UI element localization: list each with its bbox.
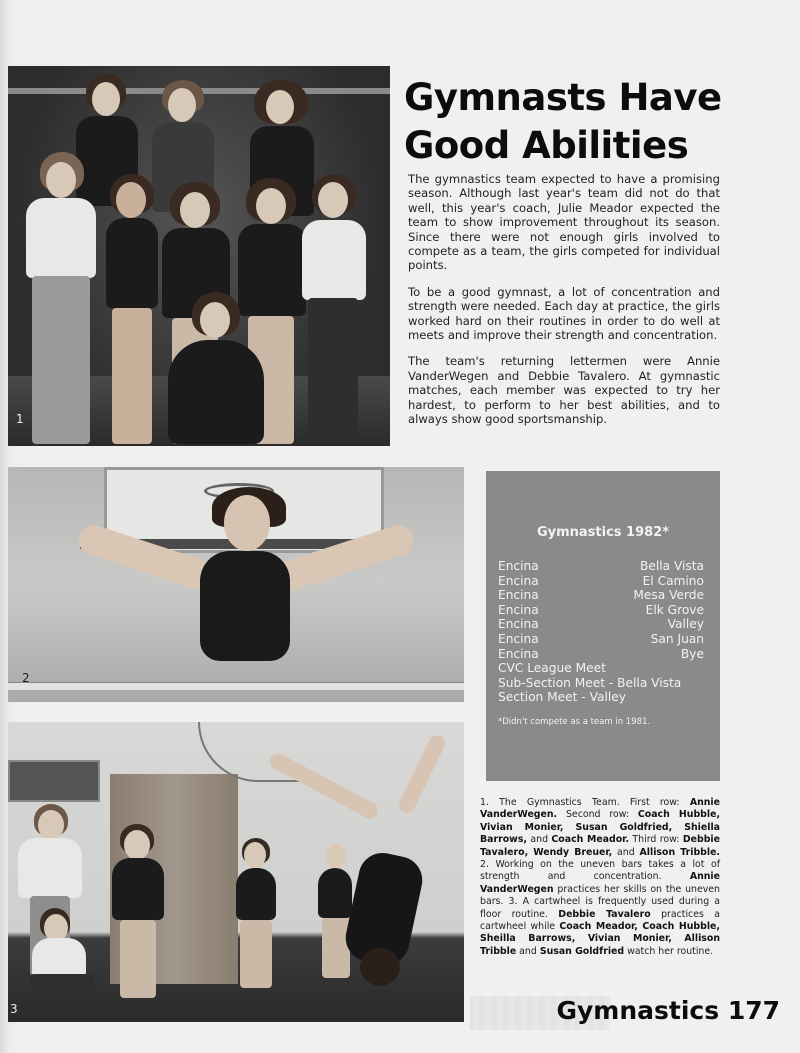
article-body (408, 172, 720, 439)
meet-item: CVC League Meet (498, 661, 606, 676)
caption-name: Susan Goldfried (539, 945, 625, 957)
coach (298, 174, 370, 444)
schedule-row (498, 603, 704, 618)
caption-name: Coach Meador, Coach Hubble, Sheilla Barrows, Vivian Monier, Allison Tribble (480, 921, 720, 957)
folio-section: Gymnastics (556, 996, 720, 1025)
team-photo (8, 66, 390, 446)
page-number: 177 (727, 996, 780, 1025)
schedule-note: *Didn't compete as a team in 1981. (498, 717, 651, 727)
opponent: San Juan (650, 631, 704, 646)
caption-text: practices a cartwheel while (480, 908, 720, 933)
home-team: Encina (498, 631, 539, 646)
gymnast-head (360, 948, 400, 986)
caption-text: 1. The Gymnastics Team. First row: (480, 797, 690, 808)
uneven-bars-photo (8, 467, 464, 702)
paragraph: The gymnastics team expected to have a promising season. Although last year's team did not do that well, this year's coach, Julie Meador expected the team to show improvement throughout its season. Since there were not enough girls involved to compete as a team, the girls competed for individual points. (408, 172, 720, 273)
team-member (158, 292, 268, 446)
caption-name: Debbie Tavalero, Wendy Breuer, (480, 834, 720, 858)
coach (20, 152, 102, 444)
schedule-box (486, 471, 720, 781)
opponent: El Camino (642, 573, 704, 588)
home-team: Encina (498, 646, 539, 661)
meet-item: Sub-Section Meet - Bella Vista (498, 675, 682, 690)
opponent: Mesa Verde (633, 588, 704, 603)
title-line-2: Good Abilities (404, 124, 689, 167)
caption-text: and (516, 945, 540, 957)
meet-item: Section Meet - Valley (498, 690, 626, 705)
team-member (102, 174, 162, 444)
opponent: Bella Vista (639, 559, 704, 573)
schedule-row (498, 647, 704, 662)
caption-name: Annie VanderWegen. (480, 797, 720, 821)
page-title (404, 74, 784, 170)
photo-number: 2 (22, 671, 30, 685)
window (8, 760, 100, 802)
schedule-list (498, 559, 704, 705)
paragraph: The team's returning lettermen were Annie VanderWegen and Debbie Tavalero. At gymnastic matches, each member was expected to try her hardest, to perform to her best abilities, and to always show good sportsmanship. (408, 354, 720, 427)
title-line-1: Gymnasts Have (404, 76, 722, 119)
caption-name: Coach Meador. (551, 834, 630, 846)
cartwheel-photo (8, 722, 464, 1022)
photo-captions (480, 797, 720, 958)
opponent: Valley (667, 617, 704, 632)
schedule-title: Gymnastics 1982* (536, 525, 670, 540)
caption-text: and (612, 846, 640, 858)
page-folio (530, 996, 780, 1025)
team-member (314, 840, 356, 980)
caption-name: Allison Tribble. (639, 846, 720, 858)
gymnast (200, 551, 290, 661)
schedule-row (498, 632, 704, 647)
caption-text: and (526, 834, 552, 846)
opponent: Bye (680, 646, 704, 661)
caption-text: Second row: (557, 809, 638, 821)
caption-name: Annie VanderWegen (480, 871, 720, 895)
paragraph: To be a good gymnast, a lot of concentration and strength were needed. Each day at practice, the girls worked hard on their routines in order to do well at meets and improve their strength and concentration. (408, 284, 720, 343)
schedule-row (498, 617, 704, 632)
photo-number: 1 (16, 412, 24, 426)
schedule-row (498, 559, 704, 574)
caption-text: practices her skills on the uneven bars. 3. A cartwheel is frequently used during a floor routine. (480, 883, 720, 920)
team-member (232, 838, 280, 990)
photo-number: 3 (10, 1002, 18, 1016)
gymnast-leg (396, 733, 447, 816)
caption-text: watch her routine. (624, 945, 714, 957)
home-team: Encina (498, 588, 539, 603)
lower-bar (8, 682, 464, 690)
home-team: Encina (498, 559, 539, 573)
gymnast-head (224, 495, 270, 551)
caption-text: Third row: (629, 834, 683, 846)
schedule-row (498, 588, 704, 603)
caption-name: Debbie Tavalero (558, 908, 651, 920)
caption-name: Coach Hubble, Vivian Monier, Susan Goldfried, Shiella Barrows, (480, 809, 721, 846)
home-team: Encina (498, 617, 539, 632)
home-team: Encina (498, 573, 539, 588)
home-team: Encina (498, 602, 539, 617)
caption-text: 2. Working on the uneven bars takes a lot of strength and concentration. (480, 859, 720, 883)
schedule-row (498, 574, 704, 589)
coach (26, 908, 96, 1008)
opponent: Elk Grove (645, 602, 704, 617)
team-member (108, 824, 168, 1000)
